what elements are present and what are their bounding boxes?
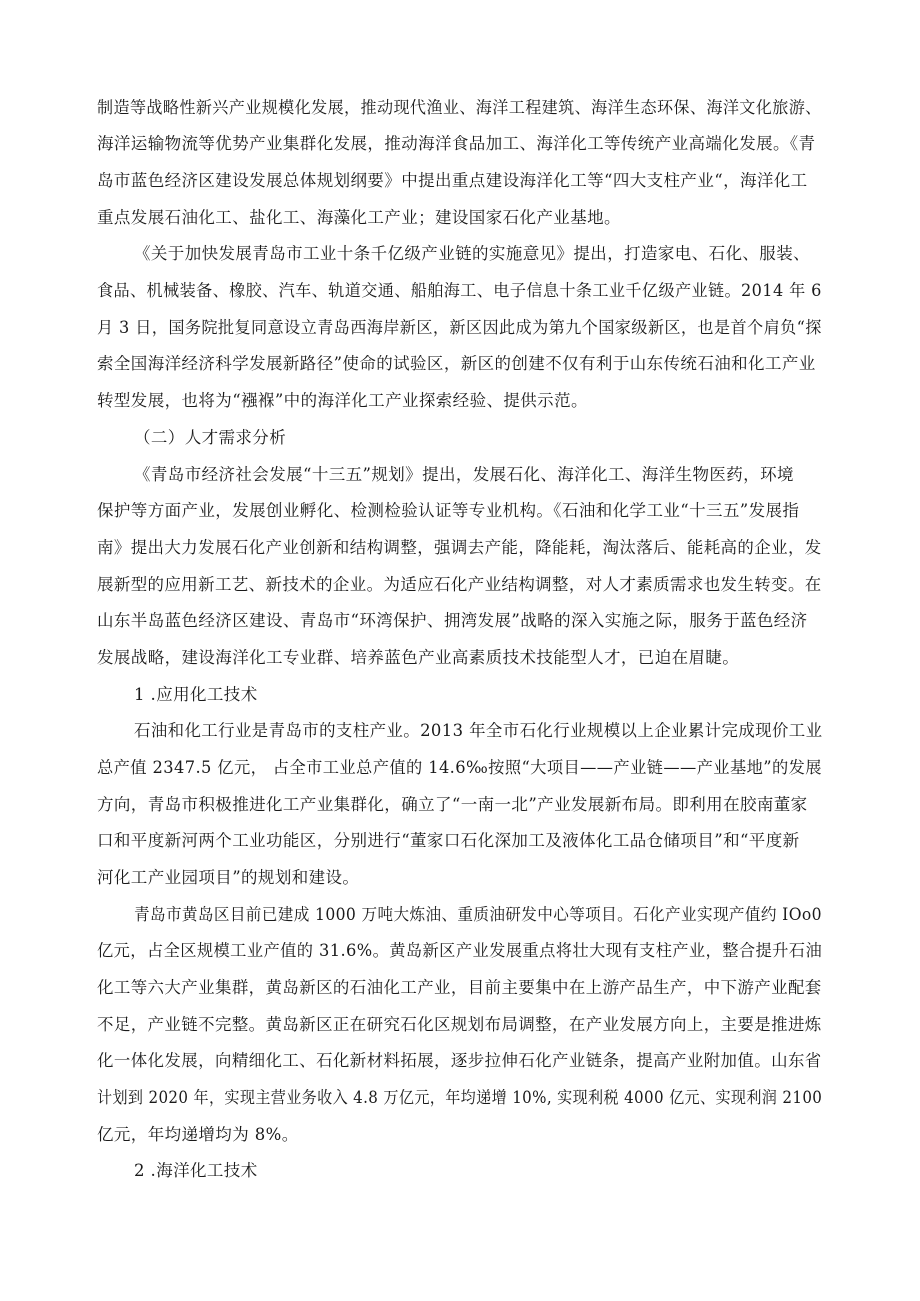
- text-line: 月 3 日，国务院批复同意设立青岛西海岸新区，新区因此成为第九个国家级新区，也是首个肩负“探: [97, 318, 822, 337]
- text-line: 亿元，年均递增均为 8%。: [97, 1125, 299, 1144]
- text-line: 化工等六大产业集群，黄岛新区的石油化工产业，目前主要集中在上游产品生产，中下游产业配套: [97, 978, 822, 997]
- text-line: 山东半岛蓝色经济区建设、青岛市“环湾保护、拥湾发展”战略的深入实施之际，服务于蓝色经济: [97, 611, 808, 630]
- text-line: 《关于加快发展青岛市工业十条千亿级产业链的实施意见》提出，打造家电、石化、服装、: [134, 244, 810, 263]
- text-line: 发展战略，建设海洋化工专业群、培养蓝色产业高素质技术技能型人才，已迫在眉睫。: [97, 648, 740, 667]
- section-heading: （二）人才需求分析: [134, 428, 287, 447]
- text-line: 展新型的应用新工艺、新技术的企业。为适应石化产业结构调整，对人才素质需求也发生转变。在: [97, 575, 822, 594]
- text-line: 青岛市黄岛区目前已建成 1000 万吨大炼油、重质油研发中心等项目。石化产业实现产值约 IOo0: [134, 905, 822, 924]
- text-line: 岛市蓝色经济区建设发展总体规划纲要》中提出重点建设海洋化工等“四大支柱产业“，海洋化工: [97, 171, 808, 190]
- text-line: 重点发展石油化工、盐化工、海藻化工产业；建设国家石化产业基地。: [97, 208, 621, 227]
- text-line: 口和平度新河两个工业功能区，分别进行“董家口石化深加工及液体化工品仓储项目”和“平度新: [97, 831, 800, 850]
- text-line: 索全国海洋经济科学发展新路径”使命的试验区，新区的创建不仅有利于山东传统石油和化工产业: [97, 354, 816, 373]
- text-line: 化一体化发展，向精细化工、石化新材料拓展，逐步拉伸石化产业链条，提高产业附加值。山东省: [97, 1051, 822, 1070]
- text-line: 不足，产业链不完整。黄岛新区正在研究石化区规划布局调整，在产业发展方向上，主要是推进炼: [97, 1015, 822, 1034]
- text-line: 石油和化工行业是青岛市的支柱产业。2013 年全市石化行业规模以上企业累计完成现价工业: [134, 721, 823, 740]
- text-line: 《青岛市经济社会发展“十三五”规划》提出，发展石化、海洋化工、海洋生物医药，环境: [134, 465, 794, 484]
- text-line: 南》提出大力发展石化产业创新和结构调整，强调去产能，降能耗，淘汰落后、能耗高的企业，发: [97, 538, 822, 557]
- subsection-heading: 1 .应用化工技术: [134, 685, 258, 704]
- text-line: 食品、机械装备、橡胶、汽车、轨道交通、船舶海工、电子信息十条工业千亿级产业链。2014 年 6: [97, 281, 822, 300]
- subsection-heading: 2 .海洋化工技术: [134, 1161, 258, 1180]
- text-line: 制造等战略性新兴产业规模化发展，推动现代渔业、海洋工程建筑、海洋生态环保、海洋文化旅游、: [97, 98, 822, 117]
- text-line: 方向，青岛市积极推进化工产业集群化，确立了“一南一北”产业发展新布局。即利用在胶南董家: [97, 795, 808, 814]
- text-line: 计划到 2020 年，实现主营业务收入 4.8 万亿元，年均递增 10%, 实现利税 4000 亿元、实现利润 2100: [97, 1088, 823, 1107]
- text-line: 海洋运输物流等优势产业集群化发展，推动海洋食品加工、海洋化工等传统产业高端化发展。《青: [97, 134, 816, 153]
- text-line: 保护等方面产业，发展创业孵化、检测检验认证等专业机构。《石油和化学工业“十三五”发展指: [97, 501, 800, 520]
- text-line: 亿元，占全区规模工业产值的 31.6%。黄岛新区产业发展重点将壮大现有支柱产业，整合提升石油: [97, 941, 823, 960]
- text-line: 转型发展，也将为“襁褓”中的海洋化工产业探索经验、提供示范。: [97, 391, 588, 410]
- text-line: 河化工产业园项目”的规划和建设。: [97, 868, 360, 887]
- text-line: 总产值 2347.5 亿元， 占全市工业总产值的 14.6‰按照“大项目——产业链——产业基地”的发展: [97, 758, 822, 777]
